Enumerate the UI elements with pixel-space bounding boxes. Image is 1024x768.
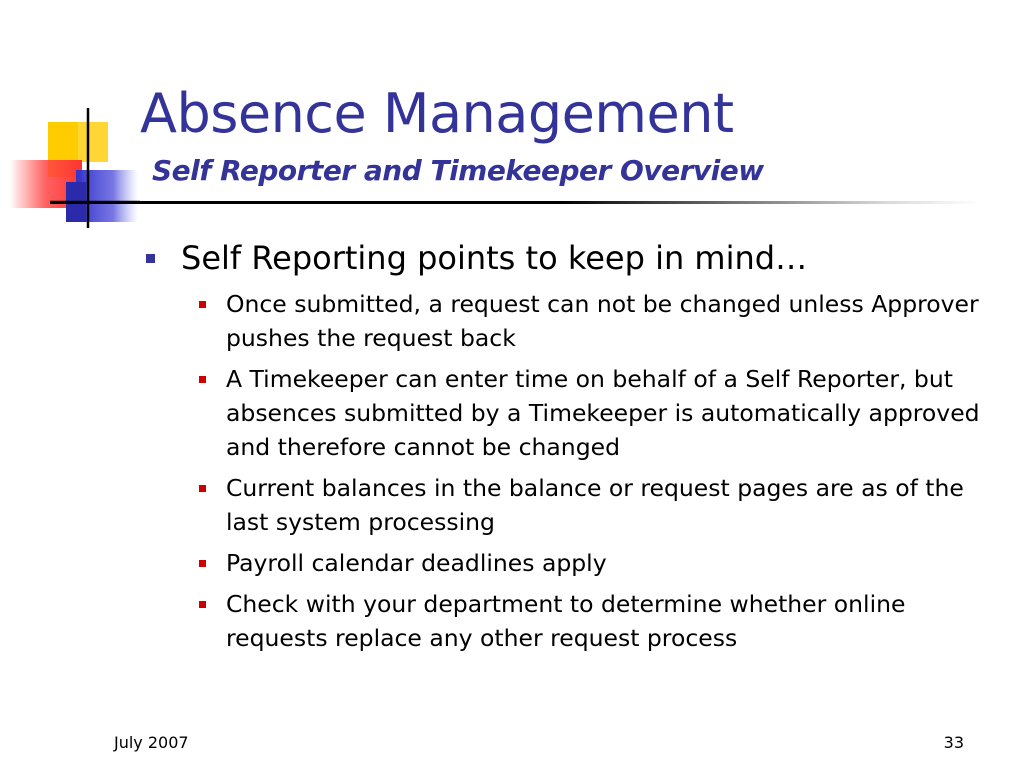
sub-bullet-item bbox=[191, 362, 1006, 464]
sub-bullet-list bbox=[146, 287, 1006, 655]
decorative-logo bbox=[0, 0, 150, 240]
square-bullet-icon bbox=[199, 376, 206, 383]
square-bullet-icon bbox=[146, 254, 155, 263]
bullet-level1-text: Self Reporting points to keep in mind… bbox=[181, 239, 808, 277]
sub-bullet-text: Current balances in the balance or request pages are as of the last system processing bbox=[226, 474, 964, 536]
sub-bullet-item bbox=[191, 587, 1006, 655]
sub-bullet-text: Once submitted, a request can not be changed unless Approver pushes the request back bbox=[226, 290, 979, 352]
slide-body bbox=[146, 238, 1006, 662]
sub-bullet-item bbox=[191, 546, 1006, 580]
square-bullet-icon bbox=[199, 560, 206, 567]
footer-date: July 2007 bbox=[114, 733, 189, 752]
page-number: 33 bbox=[943, 733, 964, 752]
sub-bullet-text: Payroll calendar deadlines apply bbox=[226, 549, 607, 577]
bullet-level1 bbox=[146, 238, 1006, 278]
sub-bullet-item bbox=[191, 287, 1006, 355]
sub-bullet-item bbox=[191, 471, 1006, 539]
title-divider bbox=[50, 201, 980, 204]
square-bullet-icon bbox=[199, 601, 206, 608]
slide-title: Absence Management bbox=[140, 82, 734, 145]
slide-subtitle: Self Reporter and Timekeeper Overview bbox=[152, 154, 764, 187]
sub-bullet-text: Check with your department to determine whether online requests replace any other request process bbox=[226, 590, 906, 652]
sub-bullet-text: A Timekeeper can enter time on behalf of a Self Reporter, but absences submitted by a Timekeeper is automatically approved and therefore cannot be changed bbox=[226, 365, 980, 461]
square-bullet-icon bbox=[199, 485, 206, 492]
square-bullet-icon bbox=[199, 301, 206, 308]
